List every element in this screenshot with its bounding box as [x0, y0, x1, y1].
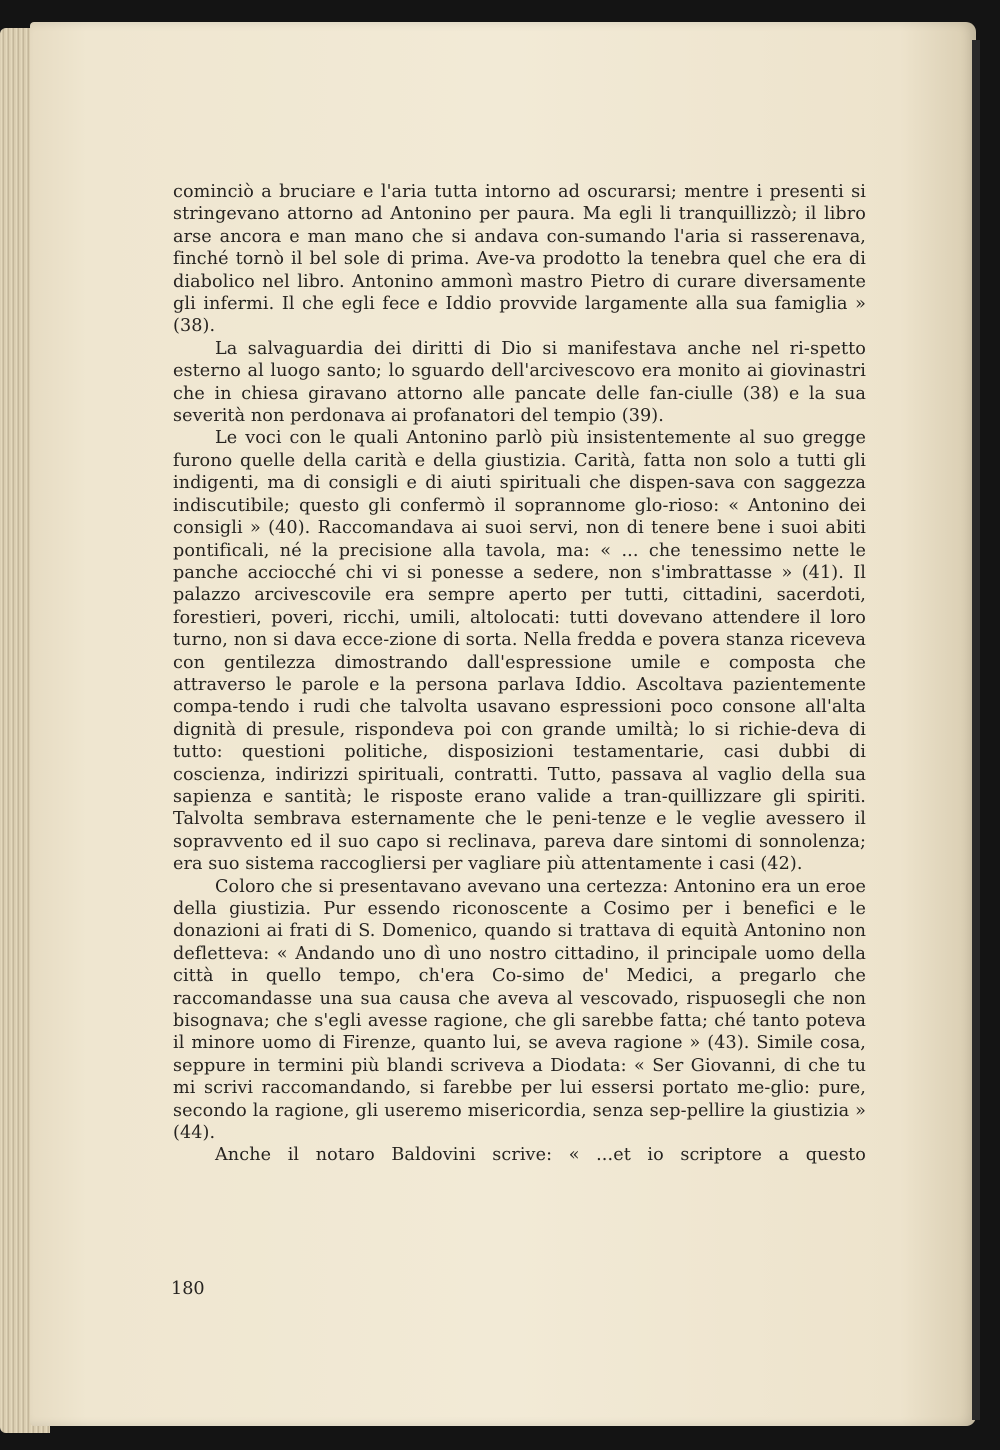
book-gutter	[972, 40, 980, 1420]
paragraph-5: Anche il notaro Baldovini scrive: « ...et io scriptore a questo	[215, 1145, 866, 1166]
body-text	[173, 181, 866, 1167]
paragraph-4: Coloro che si presentavano avevano una certezza: Antonino era un eroe della giustizia. Pur essendo riconoscente a Cosimo per i benefici e le donazioni ai frati di S. Domenico, quando si trattava di equità Antonino non defletteva: « Andando uno dì uno nostro cittadino, il principale uomo della città in quello tempo, ch'era Co-simo de' Medici, a pregarlo che raccomandasse una sua causa che aveva al vescovado, rispuosegli che non bisognava; che s'egli avesse ragione, che gli sarebbe fatta; ché tanto poteva il minore uomo di Firenze, quanto lui, se aveva ragione » (43). Simile cosa, seppure in termini più blandi scriveva a Diodata: « Ser Giovanni, di che tu mi scrivi raccomandando, si farebbe per lui essersi portato me-glio: pure, secondo la ragione, gli useremo misericordia, senza sep-pellire la giustizia » (44).	[173, 876, 866, 1144]
paragraph-3: Le voci con le quali Antonino parlò più insistentemente al suo gregge furono quelle della carità e della giustizia. Carità, fatta non solo a tutti gli indigenti, ma di consigli e di aiuti spirituali che dispen-sava con saggezza indiscutibile; questo gli confermò il soprannome glo-rioso: « Antonino dei consigli » (40). Raccomandava ai suoi servi, non di tenere bene i suoi abiti pontificali, né la precisione alla tavola, ma: « ... che tenessimo nette le panche acciocché chi vi si ponesse a sedere, non s'imbrattasse » (41). Il palazzo arcivescovile era sempre aperto per tutti, cittadini, sacerdoti, forestieri, poveri, ricchi, umili, altolocati: tutti dovevano attendere il loro turno, non si dava ecce-zione di sorta. Nella fredda e povera stanza riceveva con gentilezza dimostrando dall'espressione umile e composta che attraverso le parole e la persona parlava Iddio. Ascoltava pazientemente compa-tendo i rudi che talvolta usavano espressioni poco consone all'alta dignità di presule, rispondeva poi con grande umiltà; lo si richie-deva di tutto: questioni politiche, disposizioni testamentarie, casi dubbi di coscienza, indirizzi spirituali, contratti. Tutto, passava al vaglio della sua sapienza e santità; le risposte erano valide a tran-quillizzare gli spiriti. Talvolta sembrava esternamente che le peni-tenze e le veglie avessero il sopravvento ed il suo capo si reclinava, pareva dare sintomi di sonnolenza; era suo sistema raccogliersi per vagliare più attentamente i casi (42).	[173, 428, 866, 875]
page-number: 180	[171, 1279, 205, 1299]
paragraph-2: La salvaguardia dei diritti di Dio si manifestava anche nel ri-spetto esterno al luogo santo; lo sguardo dell'arcivescovo era monito ai giovinastri che in chiesa giravano attorno alle pancate delle fan-ciulle (38) e la sua severità non perdonava ai profanatori del tempio (39).	[173, 338, 866, 427]
paragraph-1: cominciò a bruciare e l'aria tutta intorno ad oscurarsi; mentre i presenti si stringevano attorno ad Antonino per paura. Ma egli li tranquillizzò; il libro arse ancora e man mano che si andava con-sumando l'aria si rasserenava, finché tornò il bel sole di prima. Ave-va prodotto la tenebra quel che era di diabolico nel libro. Antonino ammonì mastro Pietro di curare diversamente gli infermi. Il che egli fece e Iddio provvide largamente alla sua famiglia » (38).	[173, 182, 866, 337]
